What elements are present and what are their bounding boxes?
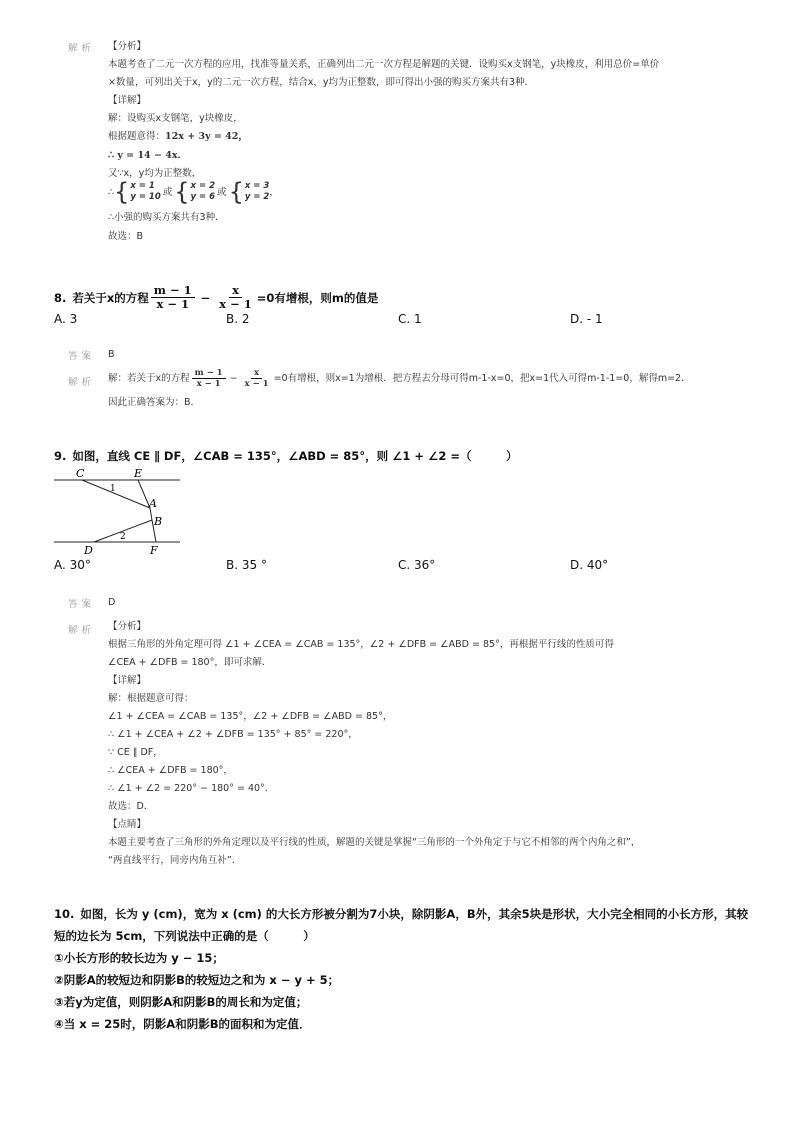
minus-sign: − — [200, 290, 211, 305]
q10-statement-2: ②阴影A的较短边和阴影B的较短边之和为 x − y + 5； — [54, 973, 340, 987]
or-text: 或 — [162, 186, 173, 198]
minus-sign: − — [229, 373, 238, 384]
fraction-2 — [242, 368, 272, 389]
q7-line-integers: 又∵x，y均为正整数， — [108, 168, 202, 179]
jiexi-tag: 解析 — [68, 625, 96, 636]
q9-dianjing-1: 本题主要考查了三角形的外角定理以及平行线的性质，解题的关键是掌握“三角形的一个外角定于与它不相邻的两个内角之和”， — [108, 837, 641, 848]
q7-eq-prefix: 根据题意得： — [108, 131, 166, 142]
therefore-symbol: ∴ — [108, 186, 115, 198]
fraction-denominator: x − 1 — [196, 379, 221, 389]
or-text: 或 — [217, 186, 227, 198]
solution-system-1: { x = 1 y = 10 — [114, 178, 161, 206]
q8-jiexi-line1 — [108, 368, 691, 389]
q7-fenxi-line1: 本题考查了二元一次方程的应用，找准等量关系，正确列出二元一次方程是解题的关键．设购买x支钢笔，y块橡皮，利用总价=单价 — [108, 59, 660, 70]
answer-tag: 答案 — [68, 351, 96, 362]
question-number: 10. — [54, 907, 75, 921]
answer-tag: 答案 — [68, 599, 96, 610]
q8-stem — [54, 284, 378, 311]
question-number: 9. — [54, 449, 67, 463]
fraction-numerator: x — [251, 368, 262, 379]
option-d[interactable]: D. 40° — [570, 558, 609, 572]
sys3-x: x = 3 — [244, 181, 270, 191]
xiangjie-tag: 【详解】 — [108, 95, 147, 106]
answer-value: B — [108, 349, 115, 360]
label-e: E — [134, 467, 143, 480]
q10-stem-line1 — [54, 906, 748, 922]
sys2-x: x = 2 — [190, 181, 215, 191]
option-c[interactable]: C. 1 — [398, 312, 422, 326]
fraction-1 — [192, 368, 226, 389]
q8-jx-post: =0有增根，则x=1为增根．把方程去分母可得m-1-x=0，把x=1代入可得m-1-1=0，解得m=2． — [273, 373, 691, 384]
label-d: D — [84, 544, 93, 557]
angle-2-label: 2 — [120, 532, 126, 542]
q9-detail-4: ∵ CE ∥ DF， — [108, 747, 163, 758]
option-b[interactable]: B. 35 ° — [226, 558, 267, 572]
q9-dianjing-2: “两直线平行，同旁内角互补”． — [108, 855, 242, 866]
q7-solutions — [108, 180, 279, 204]
q7-conclusion: ∴小强的购买方案共有3种． — [108, 212, 225, 223]
q7-line-equation — [108, 128, 248, 145]
q10-statement-4: ④当 x = 25时，阴影A和阴影B的面积和为定值． — [54, 1017, 311, 1031]
option-c[interactable]: C. 36° — [398, 558, 436, 572]
answer-value: D — [108, 597, 116, 608]
jiexi-tag: 解析 — [68, 43, 96, 54]
fraction-2 — [216, 284, 255, 311]
sys1-y: y = 10 — [130, 192, 161, 202]
q9-fenxi-line1: 根据三角形的外角定理可得 ∠1 + ∠CEA = ∠CAB = 135°，∠2 + ∠DFB = ∠ABD = 85°，再根据平行线的性质可得 — [108, 639, 614, 650]
jiexi-tag: 解析 — [68, 377, 96, 388]
q7-eq: 12x + 3y = 42， — [165, 131, 248, 142]
label-a: A — [149, 497, 157, 510]
q9-detail-1: 解：根据题意可得： — [108, 693, 194, 704]
option-d[interactable]: D. - 1 — [570, 312, 603, 326]
label-f: F — [150, 544, 158, 557]
q9-fenxi-line2: ∠CEA + ∠DFB = 180°，即可求解． — [108, 657, 272, 668]
fraction-denominator: x − 1 — [219, 297, 252, 311]
q9-detail-3: ∴ ∠1 + ∠CEA + ∠2 + ∠DFB = 135° + 85° = 220°， — [108, 729, 358, 740]
fraction-denominator: x − 1 — [156, 297, 189, 311]
question-number: 8. — [54, 290, 67, 305]
solution-system-3: { x = 3 y = 2 — [228, 178, 270, 206]
parallel-lines-figure — [54, 466, 184, 558]
fenxi-tag: 【分析】 — [108, 621, 147, 632]
label-b: B — [154, 515, 163, 528]
q9-detail-7: 故选：D． — [108, 801, 154, 812]
fenxi-tag: 【分析】 — [108, 41, 147, 52]
fraction-numerator: m − 1 — [192, 368, 226, 379]
q7-answer: 故选：B — [108, 231, 144, 242]
q9-stem — [54, 448, 517, 464]
fraction-numerator: m − 1 — [151, 284, 195, 298]
angle-1-label: 1 — [110, 484, 116, 494]
sys1-x: x = 1 — [130, 181, 155, 191]
sys2-y: y = 6 — [190, 192, 216, 202]
sys3-y: y = 2 — [244, 192, 270, 202]
option-a[interactable]: A. 3 — [54, 312, 78, 326]
option-a[interactable]: A. 30° — [54, 558, 91, 572]
q8-stem-pre: 若关于x的方程 — [72, 290, 149, 305]
q10-stem-text-1: 如图，长为 y (cm)，宽为 x (cm) 的大长方形被分割为7小块，除阴影A，B外，其余5块是形状，大小完全相同的小长方形，其较 — [80, 907, 749, 921]
q10-statement-1: ①小长方形的较长边为 y − 15； — [54, 951, 224, 965]
q7-fenxi-line2: ×数量，可列出关于x，y的二元一次方程，结合x，y均为正整数，即可得出小强的购买方案共有3种． — [108, 77, 534, 88]
option-b[interactable]: B. 2 — [226, 312, 250, 326]
q10-statement-3: ③若y为定值，则阴影A和阴影B的周长和为定值； — [54, 995, 308, 1009]
q9-detail-2: ∠1 + ∠CEA = ∠CAB = 135°，∠2 + ∠DFB = ∠ABD = 85°， — [108, 711, 393, 722]
q8-jx-pre: 解：若关于x的方程 — [108, 373, 190, 384]
q7-line-let: 解：设购买x支钢笔，y块橡皮， — [108, 113, 243, 124]
fraction-1 — [151, 284, 195, 311]
fraction-denominator: x − 1 — [244, 379, 269, 389]
fraction-numerator: x — [229, 284, 242, 298]
label-c: C — [76, 467, 85, 480]
q9-detail-5: ∴ ∠CEA + ∠DFB = 180°， — [108, 765, 233, 776]
solution-system-2: { x = 2 y = 6 — [174, 178, 216, 206]
xiangjie-tag: 【详解】 — [108, 675, 147, 686]
comma: ， — [269, 186, 279, 198]
q9-stem-text: 如图，直线 CE ∥ DF，∠CAB = 135°，∠ABD = 85°，则 ∠1 + ∠2 =（ ） — [72, 449, 518, 463]
q8-stem-post: =0有增根，则m的值是 — [256, 290, 379, 305]
q7-line-y: ∴ y = 14 − 4x． — [108, 150, 188, 161]
dianjing-tag: 【点睛】 — [108, 819, 147, 830]
q10-stem-line2: 短的边长为 5cm，下列说法中正确的是（ ） — [54, 929, 315, 943]
q9-detail-6: ∴ ∠1 + ∠2 = 220° − 180° = 40°． — [108, 783, 275, 794]
q8-jiexi-line2: 因此正确答案为：B． — [108, 397, 201, 408]
